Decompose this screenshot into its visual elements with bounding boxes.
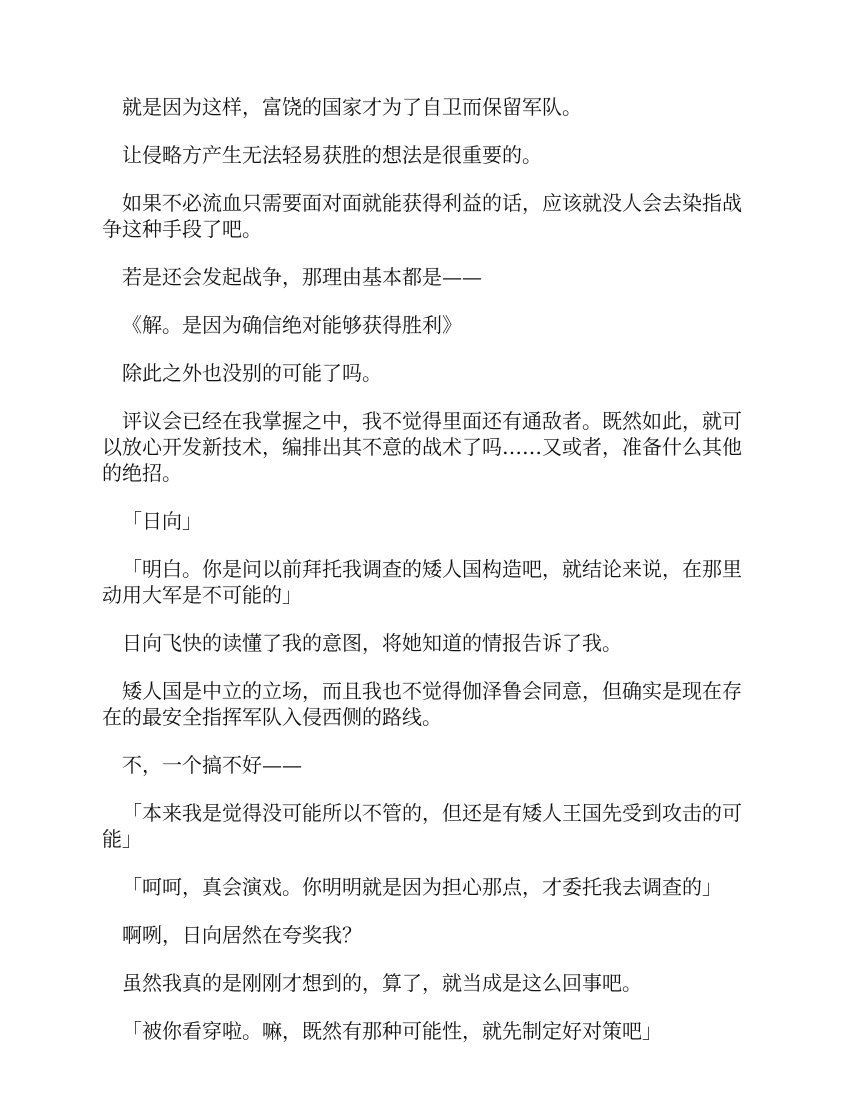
paragraph: 让侵略方产生无法轻易获胜的想法是很重要的。 [122,143,542,167]
paragraph: 若是还会发起战争，那理由基本都是—— [122,265,482,289]
paragraph: 评议会已经在我掌握之中，我不觉得里面还有通敌者。既然如此，就可以放心开发新技术，编排出其不意的战术了吗……又或者，准备什么其他的绝招。 [102,409,742,485]
paragraph: 如果不必流血只需要面对面就能获得利益的话，应该就没人会去染指战争这种手段了吧。 [102,191,742,241]
paragraph: 「本来我是觉得没可能所以不管的，但还是有矮人王国先受到攻击的可能」 [102,801,742,851]
document-page [102,94,742,1066]
paragraph: 不，一个搞不好—— [122,753,302,777]
paragraph: 就是因为这样，富饶的国家才为了自卫而保留军队。 [122,95,582,119]
paragraph: 《解。是因为确信绝对能够获得胜利》 [122,313,462,337]
paragraph: 「日向」 [122,509,202,533]
paragraph: 除此之外也没别的可能了吗。 [122,361,382,385]
paragraph: 「被你看穿啦。嘛，既然有那种可能性，就先制定好对策吧」 [122,1019,662,1043]
paragraph: 日向飞快的读懂了我的意图，将她知道的情报告诉了我。 [122,631,622,655]
paragraph: 「明白。你是问以前拜托我调查的矮人国构造吧，就结论来说，在那里动用大军是不可能的」 [102,557,742,607]
paragraph: 「呵呵，真会演戏。你明明就是因为担心那点，才委托我去调查的」 [122,875,722,899]
paragraph: 啊咧，日向居然在夸奖我？ [122,923,362,947]
paragraph: 虽然我真的是刚刚才想到的，算了，就当成是这么回事吧。 [122,971,642,995]
paragraph: 矮人国是中立的立场，而且我也不觉得伽泽鲁会同意，但确实是现在存在的最安全指挥军队入侵西侧的路线。 [102,679,742,729]
